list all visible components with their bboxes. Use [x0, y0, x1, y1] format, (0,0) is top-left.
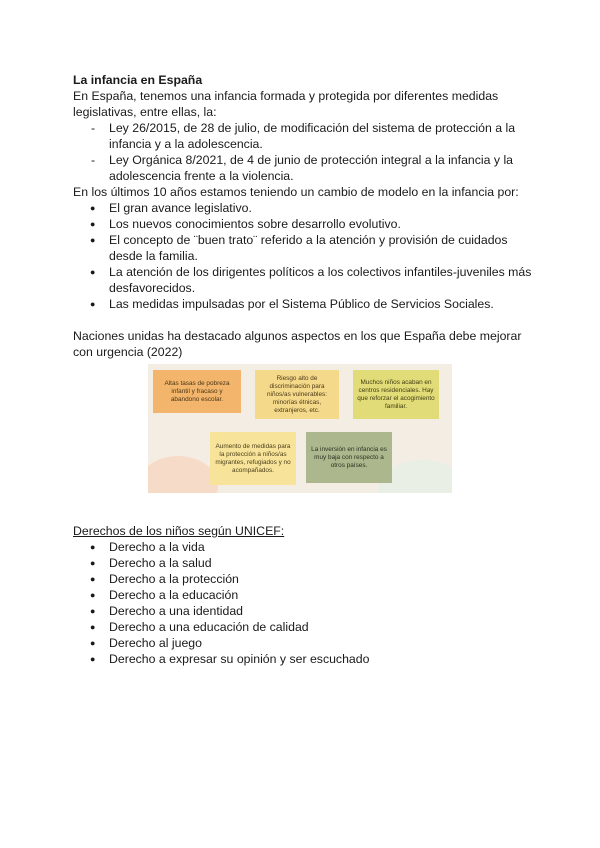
aspect-box: La inversión en infancia es muy baja con respecto a otros países.	[306, 432, 392, 483]
aspect-box: Aumento de medidas para la protección a niños/as migrantes, refugiados y no acompañados.	[210, 432, 296, 485]
un-paragraph: Naciones unidas ha destacado algunos aspectos en los que España debe mejorar con urgencia (2022)	[73, 329, 522, 359]
list-item: ● Derecho a la vida	[109, 539, 533, 555]
laws-list	[73, 120, 533, 184]
document-body	[73, 72, 533, 667]
rights-list	[73, 539, 533, 667]
list-item: ● Derecho a la educación	[109, 587, 533, 603]
list-item: ● Derecho a expresar su opinión y ser escuchado	[109, 651, 533, 667]
unicef-heading: Derechos de los niños según UNICEF:	[73, 524, 285, 538]
list-item: ● Derecho a la protección	[109, 571, 533, 587]
list-item: ● Los nuevos conocimientos sobre desarrollo evolutivo.	[109, 216, 533, 232]
list-item: ● Derecho a una educación de calidad	[109, 619, 533, 635]
list-item: - Ley 26/2015, de 28 de julio, de modificación del sistema de protección a la infancia y a la adolescencia.	[109, 120, 533, 152]
section-heading: La infancia en España	[73, 73, 203, 87]
un-aspects-figure	[148, 364, 452, 493]
list-item: - Ley Orgánica 8/2021, de 4 de junio de protección integral a la infancia y la adolescencia frente a la violencia.	[109, 152, 533, 184]
list-item: ● La atención de los dirigentes políticos a los colectivos infantiles-juveniles más desfavorecidos.	[109, 264, 533, 296]
list-item: ● Derecho al juego	[109, 635, 533, 651]
list-item: ● Derecho a una identidad	[109, 603, 533, 619]
list-item: ● Derecho a la salud	[109, 555, 533, 571]
list-item: ● Las medidas impulsadas por el Sistema Público de Servicios Sociales.	[109, 296, 533, 312]
list-item: ● El concepto de ¨buen trato¨ referido a la atención y provisión de cuidados desde la familia.	[109, 232, 533, 264]
aspect-box: Muchos niños acaban en centros residenciales. Hay que reforzar el acogimiento familiar.	[353, 370, 439, 419]
change-intro-paragraph: En los últimos 10 años estamos teniendo un cambio de modelo en la infancia por:	[73, 185, 519, 199]
decorative-shape	[148, 456, 218, 493]
aspect-box: Riesgo alto de discriminación para niños/as vulnerables: minorías étnicas, extranjeros, etc.	[255, 370, 339, 419]
aspect-box: Altas tasas de pobreza infantil y fracaso y abandono escolar.	[153, 370, 241, 413]
changes-list	[73, 200, 533, 312]
intro-paragraph: En España, tenemos una infancia formada y protegida por diferentes medidas legislativas, entre ellas, la:	[73, 89, 499, 119]
list-item: ● El gran avance legislativo.	[109, 200, 533, 216]
